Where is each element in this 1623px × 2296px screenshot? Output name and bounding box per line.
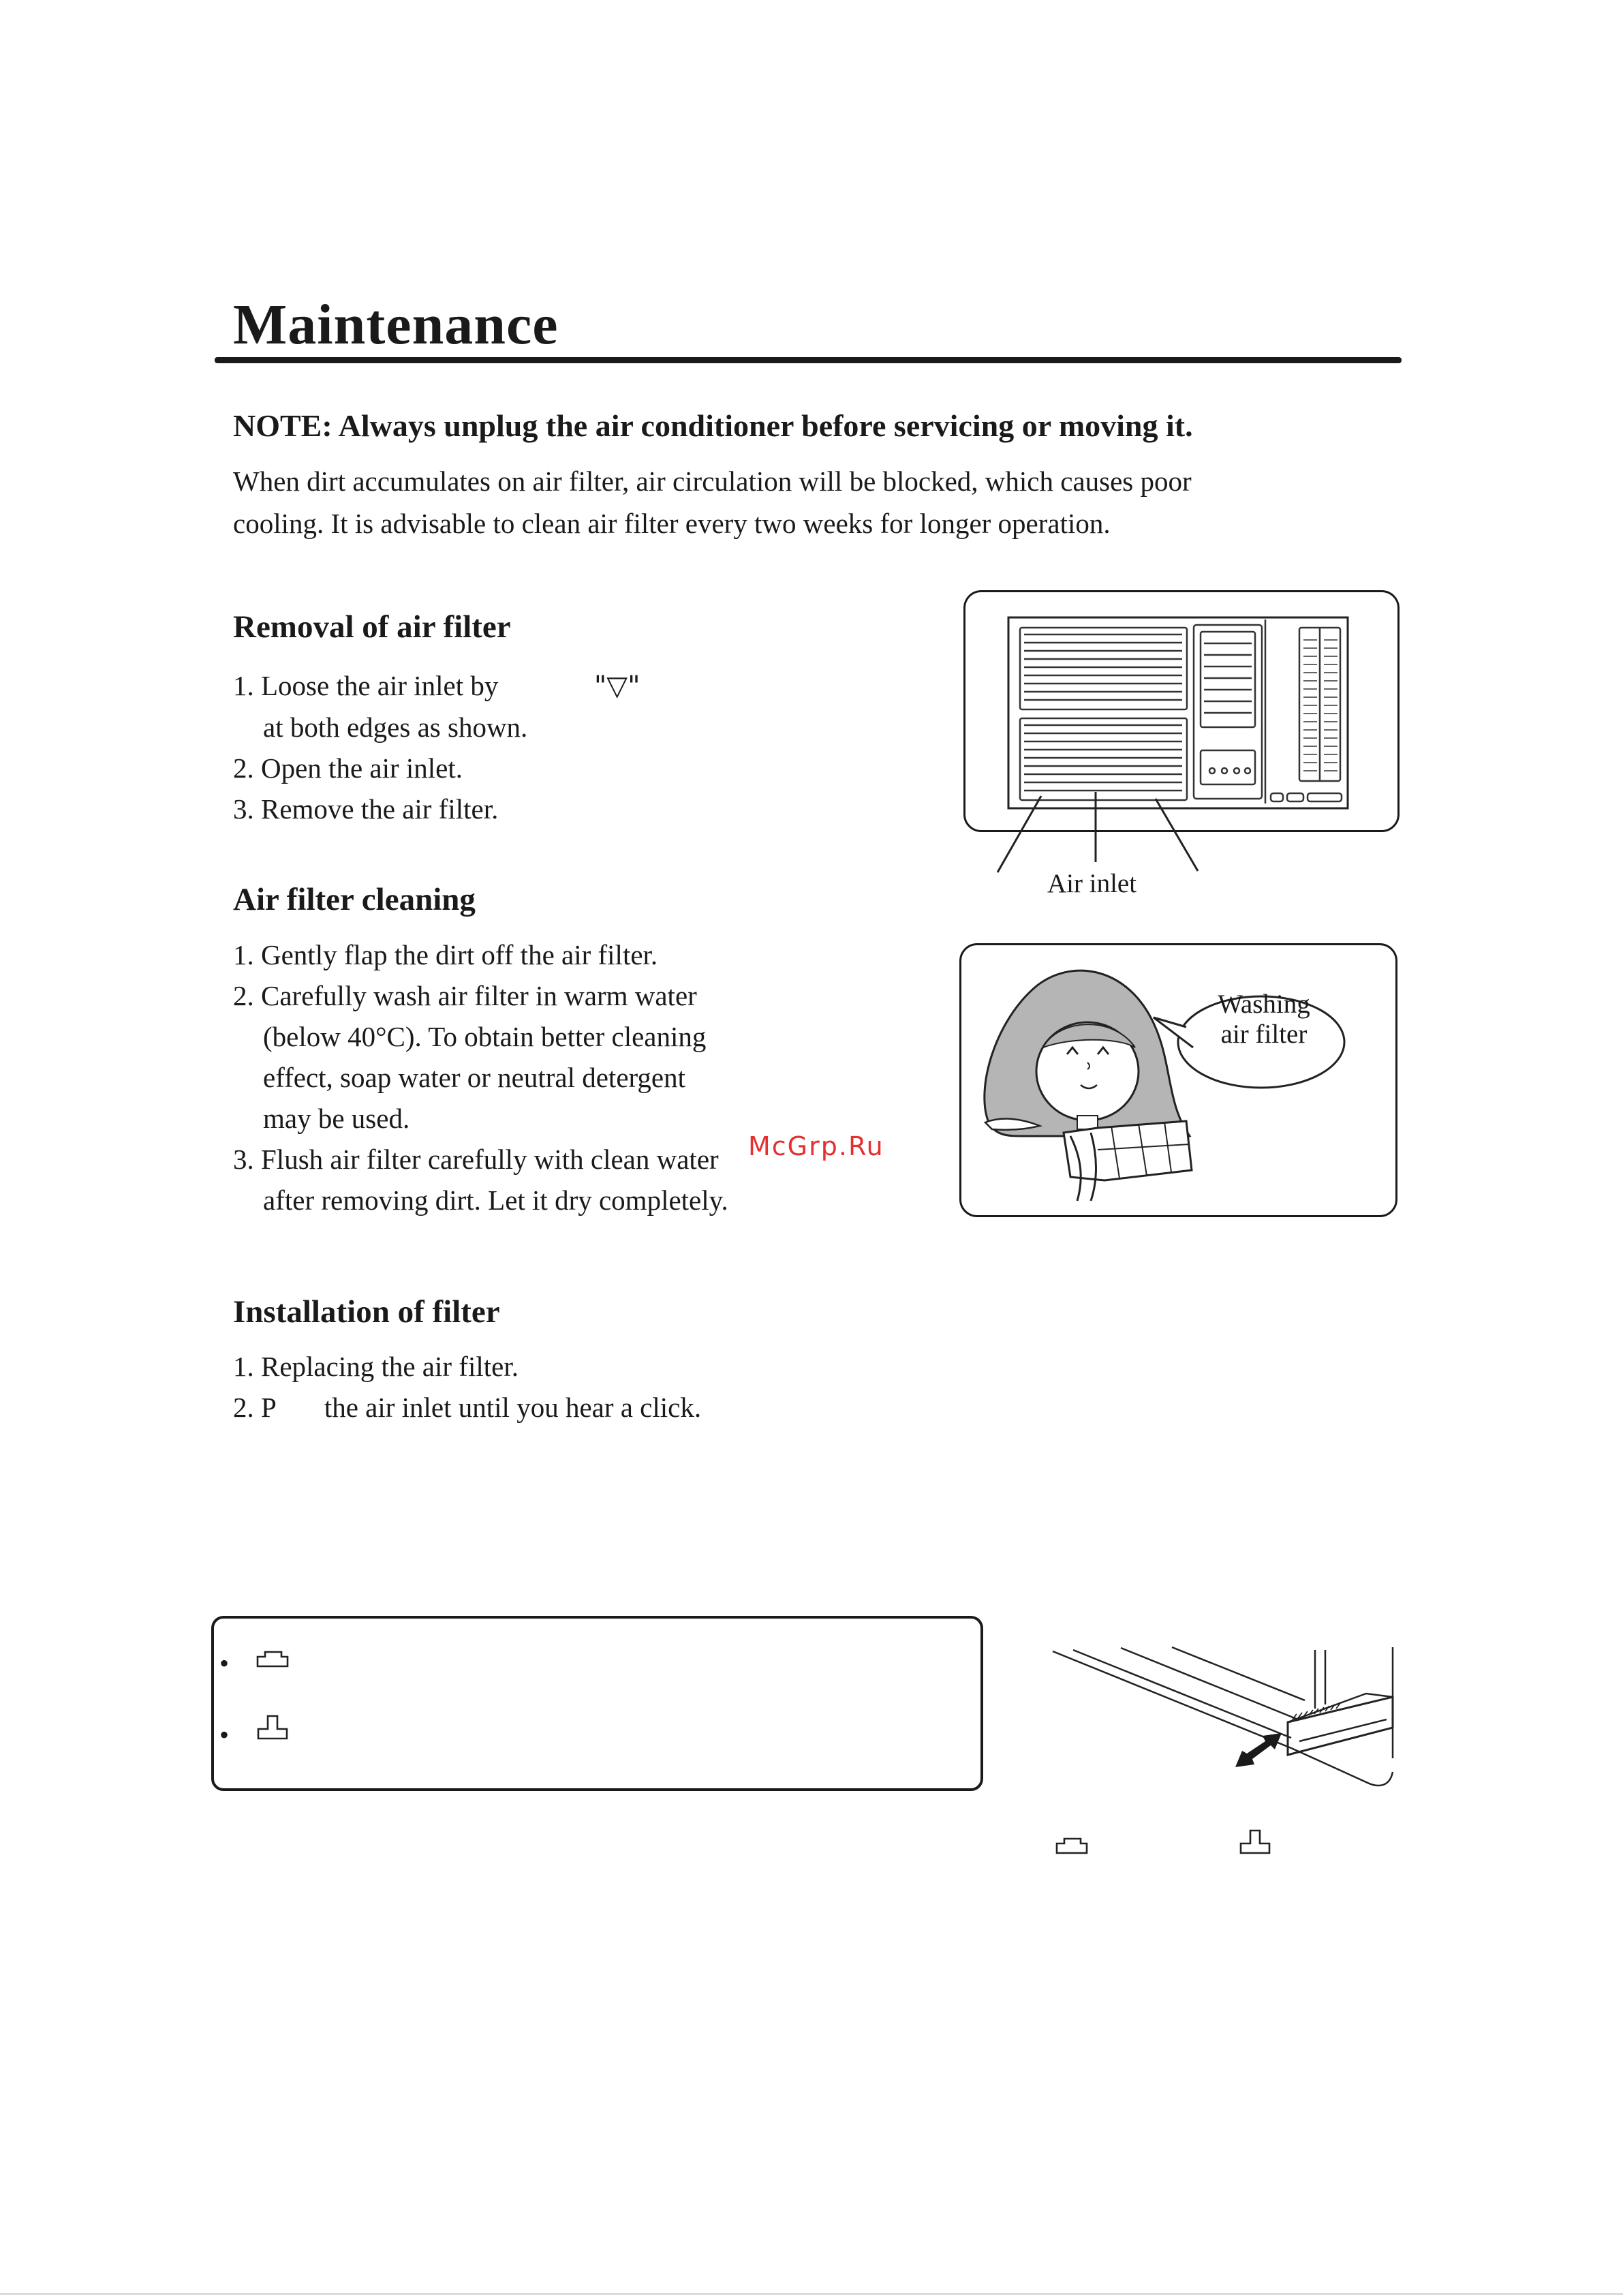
latch-detail-figure [1046, 1646, 1397, 1796]
lock-legend-box [211, 1616, 983, 1791]
legend-bullet-1: • [219, 1648, 230, 1679]
removal-steps [233, 665, 640, 829]
intro-paragraph [233, 460, 1357, 545]
watermark: McGrp.Ru [748, 1131, 884, 1161]
cleaning-step-2-cont-1: (below 40°C). To obtain better cleaning [263, 1021, 707, 1052]
lock-closed-icon-figure [1239, 1828, 1273, 1856]
lock-closed-icon [256, 1714, 290, 1741]
removal-step-1-cont: at both edges as shown. [263, 711, 528, 743]
girl-washing-drawing [961, 945, 1395, 1215]
cleaning-step-1: 1. Gently flap the dirt off the air filter. [233, 939, 658, 970]
removal-step-2: 2. Open the air inlet. [233, 752, 463, 784]
installation-step-2: 2. P the air inlet until you hear a click. [233, 1392, 702, 1423]
intro-line-1: When dirt accumulates on air filter, air circulation will be blocked, which causes poor [233, 465, 1192, 497]
cleaning-step-3: 3. Flush air filter carefully with clean water [233, 1144, 719, 1175]
legend-bullet-2: • [219, 1719, 230, 1750]
intro-line-2: cooling. It is advisable to clean air filter every two weeks for longer operation. [233, 508, 1111, 539]
lock-open-icon [256, 1649, 290, 1669]
cleaning-step-3-cont: after removing dirt. Let it dry completely. [263, 1184, 728, 1216]
cleaning-step-2-cont-2: effect, soap water or neutral detergent [263, 1062, 686, 1093]
title-divider [215, 357, 1402, 363]
installation-step-1: 1. Replacing the air filter. [233, 1351, 519, 1382]
triangle-symbol: "▽" [593, 671, 640, 702]
speech-bubble-text [1213, 990, 1315, 1050]
installation-steps [233, 1346, 701, 1428]
removal-heading: Removal of air filter [233, 609, 511, 645]
removal-step-3: 3. Remove the air filter. [233, 793, 499, 825]
installation-heading: Installation of filter [233, 1294, 500, 1330]
washing-figure [959, 943, 1397, 1217]
cleaning-steps [233, 934, 728, 1221]
page-title: Maintenance [233, 293, 559, 356]
cleaning-step-2: 2. Carefully wash air filter in warm water [233, 980, 697, 1011]
page-edge-line [0, 2293, 1623, 2295]
lock-open-icon-figure [1055, 1835, 1089, 1856]
speech-bubble-line-1: Washing [1218, 990, 1310, 1019]
speech-bubble-line-2: air filter [1220, 1020, 1308, 1049]
safety-note: NOTE: Always unplug the air conditioner before servicing or moving it. [233, 408, 1193, 443]
cleaning-heading: Air filter cleaning [233, 882, 476, 917]
air-inlet-label: Air inlet [1047, 869, 1137, 898]
removal-step-1: 1. Loose the air inlet by "▽" [233, 670, 640, 702]
cleaning-step-2-cont-3: may be used. [263, 1103, 410, 1134]
